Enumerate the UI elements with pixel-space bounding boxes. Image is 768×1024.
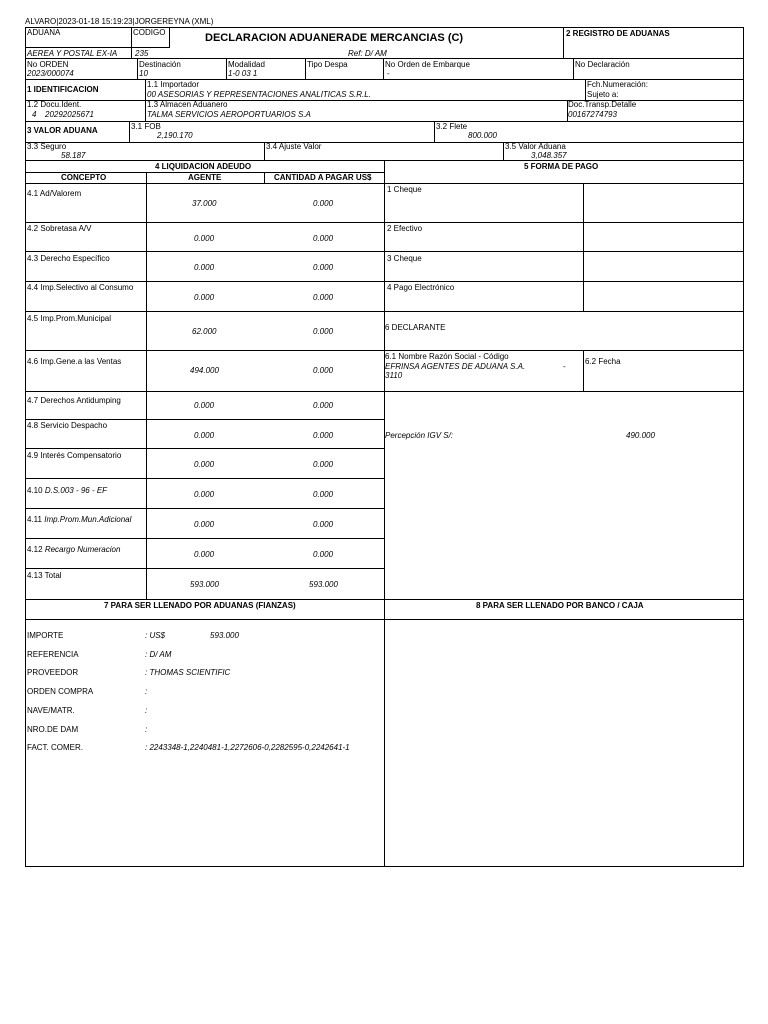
row-cantidad: 0.000 — [313, 366, 334, 375]
tipo-despa-label: Tipo Despa — [307, 60, 348, 69]
valor-aduana-total-label: 3.5 Valor Aduana — [505, 142, 566, 151]
row-cantidad: 0.000 — [313, 327, 334, 336]
proveedor-value: : THOMAS SCIENTIFIC — [145, 668, 231, 677]
ref: Ref: D/ AM — [348, 49, 387, 58]
aduana-label: ADUANA — [27, 28, 61, 37]
valor-aduana-total-value: 3,048.357 — [531, 151, 567, 160]
row-concepto-text: Recargo Numeracion — [44, 545, 121, 554]
row-cantidad: 0.000 — [313, 234, 334, 243]
row-concepto: 4.1 Ad/Valorem — [27, 189, 82, 198]
nave-value: : — [145, 706, 148, 715]
referencia-value: : D/ AM — [145, 650, 172, 659]
nro-dam-label: NRO.DE DAM — [27, 725, 79, 734]
row-agente: 0.000 — [194, 401, 215, 410]
proveedor-label: PROVEEDOR — [27, 668, 79, 677]
seguro-label: 3.3 Seguro — [27, 142, 67, 151]
row-cantidad: 0.000 — [313, 293, 334, 302]
referencia-label: REFERENCIA — [27, 650, 79, 659]
row-agente: 37.000 — [192, 199, 217, 208]
valor-aduana-label: 3 VALOR ADUANA — [27, 126, 98, 135]
row-concepto-num: 4.11 — [27, 515, 42, 524]
fob-label: 3.1 FOB — [131, 122, 161, 131]
row-concepto: 4.3 Derecho Específico — [27, 254, 110, 263]
almacen-value: TALMA SERVICIOS AEROPORTUARIOS S.A — [147, 110, 311, 119]
embarque-value: - — [387, 69, 390, 78]
destinacion-label: Destinación — [139, 60, 181, 69]
importador-value: 00 ASESORIAS Y REPRESENTACIONES ANALITICAS S.R.L. — [147, 90, 371, 99]
row-agente: 593.000 — [190, 580, 219, 589]
pago-cheque-1: 1 Cheque — [387, 185, 422, 194]
pago-cheque-3: 3 Cheque — [387, 254, 422, 263]
row-agente: 0.000 — [194, 520, 215, 529]
row-concepto — [27, 515, 131, 524]
declarante-nombre: EFRINSA AGENTES DE ADUANA S.A. — [385, 362, 526, 371]
row-concepto-text: Imp.Prom.Mun.Adicional — [44, 515, 132, 524]
registro-label: 2 REGISTRO DE ADUANAS — [566, 29, 670, 38]
pago-electronico: 4 Pago Electrónico — [387, 283, 455, 292]
row-concepto: 4.5 Imp.Prom.Municipal — [27, 314, 112, 323]
declarante-nombre-label: 6.1 Nombre Razón Social - Código — [385, 352, 509, 361]
col-agente: AGENTE — [188, 173, 222, 182]
section8-title: 8 PARA SER LLENADO POR BANCO / CAJA — [476, 601, 644, 610]
codigo-value: 235 — [135, 49, 149, 58]
row-cantidad: 0.000 — [313, 401, 334, 410]
liquidacion-title: 4 LIQUIDACION ADEUDO — [155, 162, 252, 171]
row-cantidad: 0.000 — [313, 263, 334, 272]
row-agente: 62.000 — [192, 327, 217, 336]
percepcion-label: Percepción IGV S/: — [385, 431, 454, 440]
identificacion-label: 1 IDENTIFICACION — [27, 85, 99, 94]
doc-transp-label: Doc.Transp.Detalle — [568, 100, 637, 109]
page-title: DECLARACION ADUANERADE MERCANCIAS (C) — [205, 32, 464, 44]
importador-label: 1.1 Importador — [147, 80, 200, 89]
importe-label: IMPORTE — [27, 631, 64, 640]
almacen-label: 1.3 Almacen Aduanero — [147, 100, 228, 109]
row-concepto: 4.6 Imp.Gene.a las Ventas — [27, 357, 122, 366]
row-agente: 0.000 — [194, 550, 215, 559]
row-cantidad: 0.000 — [313, 490, 334, 499]
orden-compra-value: : — [145, 687, 148, 696]
fob-value: 2,190.170 — [157, 131, 193, 140]
declarante-fecha-label: 6.2 Fecha — [585, 357, 621, 366]
row-concepto-text: D.S.003 - 96 - EF — [44, 486, 108, 495]
destinacion-value: 10 — [139, 69, 148, 78]
row-concepto: 4.4 Imp.Selectivo al Consumo — [27, 283, 134, 292]
section7-title: 7 PARA SER LLENADO POR ADUANAS (FIANZAS) — [104, 601, 296, 610]
row-concepto-num: 4.10 — [27, 486, 43, 495]
embarque-label: No Orden de Embarque — [385, 60, 470, 69]
declaracion-label: No Declaración — [575, 60, 630, 69]
col-concepto: CONCEPTO — [61, 173, 107, 182]
row-concepto-num: 4.12 — [27, 545, 43, 554]
doc-transp-value: 00167274793 — [568, 110, 617, 119]
docu-ident-tipo: 4 — [32, 110, 37, 119]
row-agente: 0.000 — [194, 460, 215, 469]
row-concepto: 4.9 Interés Compensatorio — [27, 451, 122, 460]
row-concepto: 4.13 Total — [27, 571, 62, 580]
docu-ident-numero: 20292025671 — [45, 110, 94, 119]
sujeto: Sujeto a: — [587, 90, 619, 99]
ajuste-label: 3.4 Ajuste Valor — [266, 142, 322, 151]
modalidad-value: 1-0 03 1 — [228, 69, 258, 78]
flete-value: 800.000 — [468, 131, 497, 140]
percepcion-value: 490.000 — [626, 431, 655, 440]
declarante-title: 6 DECLARANTE — [385, 323, 446, 332]
row-agente: 0.000 — [194, 263, 215, 272]
forma-pago-title: 5 FORMA DE PAGO — [524, 162, 599, 171]
row-agente: 0.000 — [194, 234, 215, 243]
orden-label: No ORDEN — [27, 60, 69, 69]
docu-ident-label: 1.2 Docu.Ident. — [27, 100, 82, 109]
row-cantidad: 0.000 — [313, 431, 334, 440]
seguro-value: 58.187 — [61, 151, 86, 160]
row-agente: 494.000 — [190, 366, 219, 375]
fact-comer-label: FACT. COMER. — [27, 743, 84, 752]
row-concepto: 4.8 Servicio Despacho — [27, 421, 108, 430]
row-cantidad: 0.000 — [313, 460, 334, 469]
modalidad-label: Modalidad — [228, 60, 265, 69]
fact-comer-value: : 2243348-1,2240481-1,2272606-0,2282595-0,2242641-1 — [145, 743, 350, 752]
orden-value: 2023/000074 — [27, 69, 74, 78]
fch-numeracion: Fch.Numeración: — [587, 80, 648, 89]
row-cantidad: 0.000 — [313, 520, 334, 529]
row-agente: 0.000 — [194, 293, 215, 302]
row-agente: 0.000 — [194, 431, 215, 440]
orden-compra-label: ORDEN COMPRA — [27, 687, 94, 696]
codigo-label: CODIGO — [133, 28, 166, 37]
row-cantidad: 593.000 — [309, 580, 338, 589]
importe-currency: : US$ — [145, 631, 166, 640]
pago-efectivo: 2 Efectivo — [387, 224, 423, 233]
row-agente: 0.000 — [194, 490, 215, 499]
row-concepto — [27, 486, 107, 495]
nave-label: NAVE/MATR. — [27, 706, 75, 715]
row-concepto — [27, 545, 120, 554]
aduana-value: AEREA Y POSTAL EX-IA — [27, 49, 118, 58]
nro-dam-value: : — [145, 725, 148, 734]
importe-value: 593.000 — [210, 631, 239, 640]
col-cantidad: CANTIDAD A PAGAR US$ — [274, 173, 372, 182]
declarante-codigo: 3110 — [385, 371, 403, 380]
row-concepto: 4.2 Sobretasa A/V — [27, 224, 92, 233]
declarante-dash: - — [563, 362, 566, 371]
row-cantidad: 0.000 — [313, 550, 334, 559]
row-cantidad: 0.000 — [313, 199, 334, 208]
row-concepto: 4.7 Derechos Antidumping — [27, 396, 121, 405]
flete-label: 3.2 Flete — [436, 122, 468, 131]
header-line: ALVARO|2023-01-18 15:19:23|JORGEREYNA (XML) — [25, 17, 214, 26]
